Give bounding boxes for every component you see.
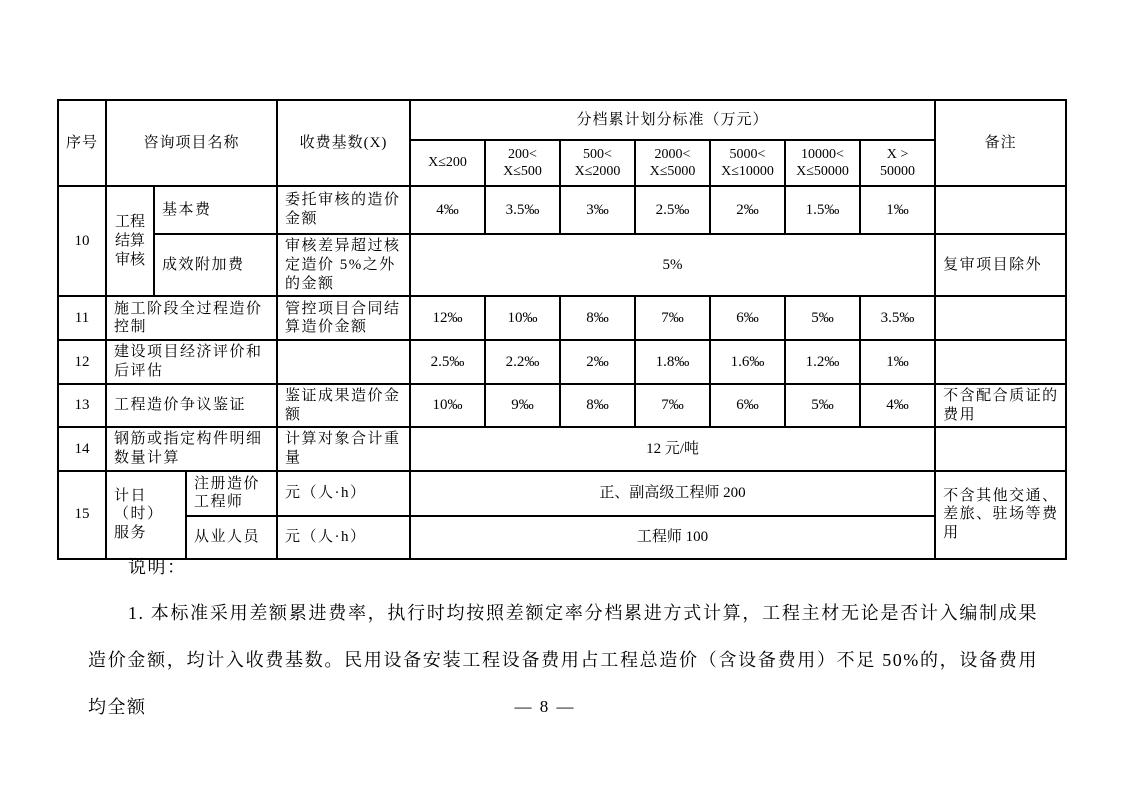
column-header-tier-1: X≤200	[410, 140, 485, 186]
cell-fee-base: 元（人·h）	[277, 471, 410, 516]
cell-remark	[935, 296, 1066, 340]
cell-rate-value: 7‰	[635, 296, 710, 340]
cell-project-name: 施工阶段全过程造价 控制	[106, 296, 277, 340]
cell-rate-value: 8‰	[560, 296, 635, 340]
cell-rate-value: 1.6‰	[710, 340, 785, 384]
cell-rate-value: 1.8‰	[635, 340, 710, 384]
table-row	[58, 296, 1066, 340]
cell-fee-type: 基本费	[154, 186, 277, 234]
column-header-tier-7: X > 50000	[860, 140, 935, 186]
cell-rate-value: 4‰	[860, 384, 935, 428]
notes-heading: 说明：	[128, 557, 187, 577]
column-header-remark: 备注	[935, 100, 1066, 186]
cell-project-name: 计日（时） 服务	[106, 471, 186, 559]
cell-rate-value: 10‰	[410, 384, 485, 428]
cell-rate-value: 1‰	[860, 186, 935, 234]
cell-seq: 14	[58, 427, 106, 471]
cell-rate-value: 3.5‰	[485, 186, 560, 234]
column-header-tier-2: 200< X≤500	[485, 140, 560, 186]
table-row	[58, 516, 1066, 559]
column-header-tier-4: 2000< X≤5000	[635, 140, 710, 186]
cell-fee-type: 成效附加费	[154, 234, 277, 296]
cell-remark: 不含配合质证的 费用	[935, 384, 1066, 428]
column-header-tier-5: 5000< X≤10000	[710, 140, 785, 186]
cell-seq: 11	[58, 296, 106, 340]
cell-project-name: 钢筋或指定构件明细 数量计算	[106, 427, 277, 471]
cell-rate-value: 9‰	[485, 384, 560, 428]
column-header-fee-base: 收费基数(X)	[277, 100, 410, 186]
cell-fee-base: 委托审核的造价 金额	[277, 186, 410, 234]
cell-remark	[935, 340, 1066, 384]
cell-rate-value: 2.5‰	[635, 186, 710, 234]
cell-rate-value: 2‰	[710, 186, 785, 234]
column-header-tier-group: 分档累计划分标准（万元）	[410, 100, 935, 140]
table-row	[58, 427, 1066, 471]
cell-rate-value: 4‰	[410, 186, 485, 234]
cell-fee-type: 从业人员	[186, 516, 277, 559]
cell-rate-span: 工程师 100	[410, 516, 935, 559]
column-header-project-name: 咨询项目名称	[106, 100, 277, 186]
cell-seq: 15	[58, 471, 106, 559]
cell-remark: 复审项目除外	[935, 234, 1066, 296]
cell-fee-base: 鉴证成果造价金 额	[277, 384, 410, 428]
cell-project-name: 工程造价争议鉴证	[106, 384, 277, 428]
cell-rate-value: 5‰	[785, 296, 860, 340]
cell-rate-value: 6‰	[710, 296, 785, 340]
cell-rate-value: 1‰	[860, 340, 935, 384]
cell-remark	[935, 186, 1066, 234]
cell-fee-base: 审核差异超过核 定造价 5%之外 的金额	[277, 234, 410, 296]
table-row	[58, 384, 1066, 428]
cell-rate-value: 7‰	[635, 384, 710, 428]
cell-project-name: 工程 结算 审核	[106, 186, 154, 296]
cell-rate-value: 2.2‰	[485, 340, 560, 384]
table-row	[58, 234, 1066, 296]
cell-remark: 不含其他交通、 差旅、驻场等费 用	[935, 471, 1066, 559]
cell-fee-base: 管控项目合同结 算造价金额	[277, 296, 410, 340]
table-row	[58, 186, 1066, 234]
cell-remark	[935, 427, 1066, 471]
cell-rate-value: 5‰	[785, 384, 860, 428]
cell-rate-span: 12 元/吨	[410, 427, 935, 471]
cell-rate-value: 3‰	[560, 186, 635, 234]
fee-standard-table	[57, 99, 1067, 560]
note-item-1: 1. 本标准采用差额累进费率，执行时均按照差额定率分档累进方式计算，工程主材无论是否计入编制成果造价金额，均计入收费基数。民用设备安装工程设备费用占工程总造价（含设备费用）不足 50%的，设备费用均全额	[88, 603, 1038, 717]
column-header-tier-6: 10000< X≤50000	[785, 140, 860, 186]
table-row	[58, 340, 1066, 384]
page-number: — 8 —	[514, 697, 576, 716]
cell-seq: 12	[58, 340, 106, 384]
column-header-tier-3: 500< X≤2000	[560, 140, 635, 186]
cell-seq: 10	[58, 186, 106, 296]
table-header-row-1	[58, 100, 1066, 140]
cell-rate-value: 12‰	[410, 296, 485, 340]
cell-fee-type: 注册造价 工程师	[186, 471, 277, 516]
cell-rate-span: 正、副高级工程师 200	[410, 471, 935, 516]
cell-fee-base: 计算对象合计重 量	[277, 427, 410, 471]
cell-rate-value: 6‰	[710, 384, 785, 428]
cell-rate-value: 2‰	[560, 340, 635, 384]
cell-rate-value: 2.5‰	[410, 340, 485, 384]
cell-rate-value: 1.5‰	[785, 186, 860, 234]
cell-seq: 13	[58, 384, 106, 428]
cell-rate-value: 10‰	[485, 296, 560, 340]
cell-rate-span: 5%	[410, 234, 935, 296]
cell-rate-value: 1.2‰	[785, 340, 860, 384]
cell-fee-base: 元（人·h）	[277, 516, 410, 559]
cell-fee-base	[277, 340, 410, 384]
cell-rate-value: 3.5‰	[860, 296, 935, 340]
cell-project-name: 建设项目经济评价和 后评估	[106, 340, 277, 384]
cell-rate-value: 8‰	[560, 384, 635, 428]
table-row	[58, 471, 1066, 516]
column-header-seq: 序号	[58, 100, 106, 186]
